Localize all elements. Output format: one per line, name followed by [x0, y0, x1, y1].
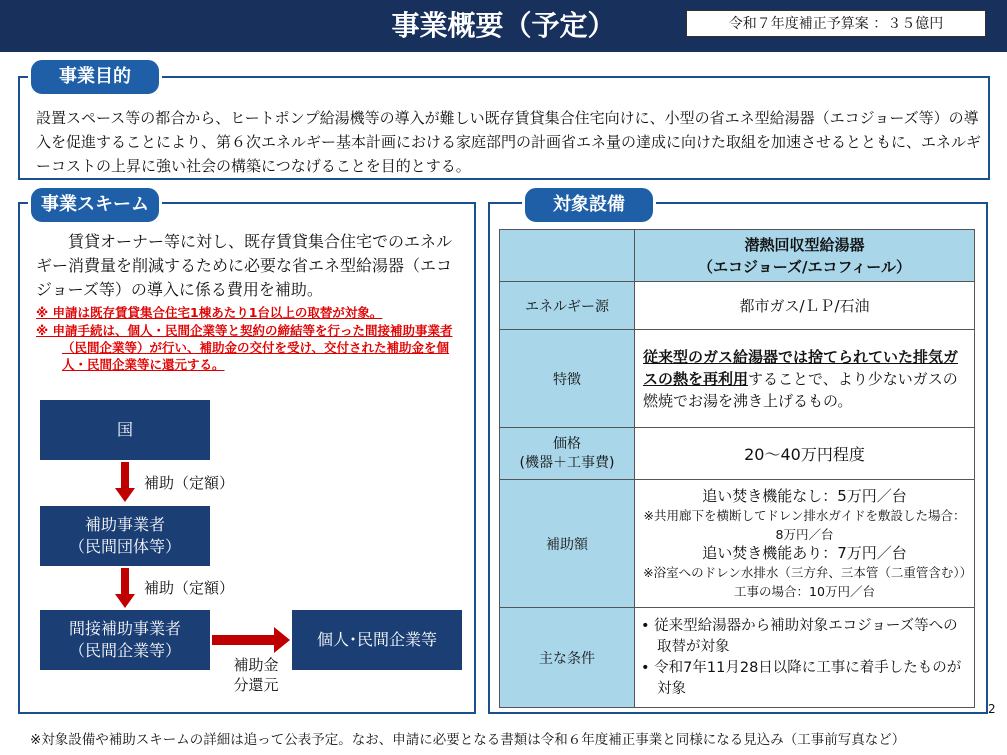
- table-row: [500, 230, 975, 282]
- flow-box-indirect-operator-line1: 間接補助事業者: [68, 619, 181, 638]
- subsidy-line-3: 追い焚き機能あり：7万円／台: [702, 543, 907, 562]
- page-title: 事業概要（予定）: [391, 9, 616, 42]
- flow-box-subsidy-operator-line1: 補助事業者: [84, 515, 165, 534]
- table-row: [500, 428, 975, 480]
- flow-box-indirect-operator: [40, 610, 210, 670]
- column-title-line1: 潜熱回収型給湯器: [744, 235, 865, 254]
- column-title-line2: （エコジョーズ/エコフィール）: [698, 257, 911, 276]
- purpose-text: 設置スペース等の都合から、ヒートポンプ給湯機等の導入が難しい既存賃貸集合住宅向けに、小型の省エネ型給湯器（エコジョーズ等）の導入を促進することにより、第６次エネルギー基本計画における家庭部門の計画省エネ量の達成に向けた取組を加速させるとともに、エネルギーコストの上昇に強い社会の構築につなげることを目的とする。: [36, 109, 982, 175]
- table-row: [500, 282, 975, 330]
- subsidy-line-4: ※浴室へのドレン水排水（三方弁、三本管（二重管含む））工事の場合：10万円／台: [643, 564, 966, 599]
- flow-box-subsidy-operator: [40, 506, 210, 566]
- flow-box-country-label: 国: [116, 420, 133, 439]
- scheme-text: [36, 230, 466, 302]
- condition-item-1: • 従来型給湯器から補助対象エコジョーズ等への取替が対象: [641, 617, 958, 655]
- table-row: [500, 480, 975, 608]
- flow-box-individuals: [292, 610, 462, 670]
- subsidy-line-1: 追い焚き機能なし：5万円／台: [702, 486, 907, 505]
- table-header-cell: [635, 230, 975, 282]
- feature-rest: することで、より少ないガスの燃焼でお湯を沸き上げるもの。: [643, 369, 958, 410]
- flow-box-country: [40, 400, 210, 460]
- scheme-text-content: 賃貸オーナー等に対し、既存賃貸集合住宅でのエネルギー消費量を削減するために必要な省エネ型給湯器（エコジョーズ等）の導入に係る費用を補助。: [36, 232, 453, 299]
- flow-label-3-line2: 分還元: [233, 676, 279, 694]
- flow-arrow-1-shaft: [121, 462, 129, 488]
- flow-label-3: [226, 655, 286, 695]
- subsidy-value: [635, 480, 975, 608]
- condition-item-2: • 令和7年11月28日以降に工事に着手したものが対象: [641, 659, 962, 697]
- purpose-heading: 事業目的: [28, 57, 162, 97]
- conditions-value: [635, 608, 975, 708]
- energy-value: 都市ガス/ＬＰ/石油: [635, 282, 975, 330]
- subsidy-line-2: ※共用廊下を横断してドレン排水ガイドを敷設した場合：8万円／台: [643, 507, 966, 542]
- flow-label-1: 補助（定額）: [144, 474, 235, 492]
- table-row: [500, 608, 975, 708]
- feature-highlight: 従来型のガス給湯器では捨てられていた排気ガスの熱を再利用: [643, 347, 959, 388]
- flow-label-2: 補助（定額）: [144, 579, 235, 597]
- flow-box-subsidy-operator-line2: （民間団体等）: [68, 537, 181, 556]
- price-label: [500, 428, 635, 480]
- price-label-line2: (機器＋工事費): [519, 454, 615, 471]
- budget-badge: 令和７年度補正予算案 ：３５億円: [686, 10, 986, 37]
- equipment-table: [499, 229, 975, 708]
- subsidy-label: 補助額: [500, 480, 635, 608]
- flow-arrow-2-shaft: [121, 568, 129, 594]
- table-row: [500, 330, 975, 428]
- condition-item-2-text: 令和7年11月28日以降に工事に着手したものが対象: [654, 659, 962, 697]
- price-value: 20～40万円程度: [635, 428, 975, 480]
- equipment-heading: 対象設備: [522, 185, 656, 225]
- flow-arrow-3-shaft: [212, 635, 274, 645]
- flow-arrow-3-head: [274, 627, 290, 653]
- scheme-heading: 事業スキーム: [28, 185, 162, 225]
- flow-arrow-1-head: [115, 488, 135, 502]
- scheme-note-2: ※ 申請手続は、個人・民間企業等と契約の締結等を行った間接補助事業者（民間企業等）が行い、補助金の交付を受け、交付された補助金を個人・民間企業等に還元する。: [36, 323, 453, 372]
- conditions-label: 主な条件: [500, 608, 635, 708]
- scheme-note-1: ※ 申請は既存賃貸集合住宅1棟あたり1台以上の取替が対象。: [36, 305, 383, 320]
- feature-value: [635, 330, 975, 428]
- flow-label-3-line1: 補助金: [233, 656, 279, 674]
- page-number: 2: [988, 702, 996, 716]
- flow-arrow-2-head: [115, 594, 135, 608]
- feature-label: 特徴: [500, 330, 635, 428]
- table-corner-cell: [500, 230, 635, 282]
- energy-label: エネルギー源: [500, 282, 635, 330]
- footer-note: ※対象設備や補助スキームの詳細は追って公表予定。なお、申請に必要となる書類は令和６年度補正事業と同様になる見込み（工事前写真など）: [30, 732, 906, 748]
- flow-box-indirect-operator-line2: （民間企業等）: [68, 641, 181, 660]
- condition-item-1-text: 従来型給湯器から補助対象エコジョーズ等への取替が対象: [654, 617, 958, 655]
- price-label-line1: 価格: [553, 435, 581, 452]
- flow-box-individuals-label: 個人･民間企業等: [316, 630, 437, 649]
